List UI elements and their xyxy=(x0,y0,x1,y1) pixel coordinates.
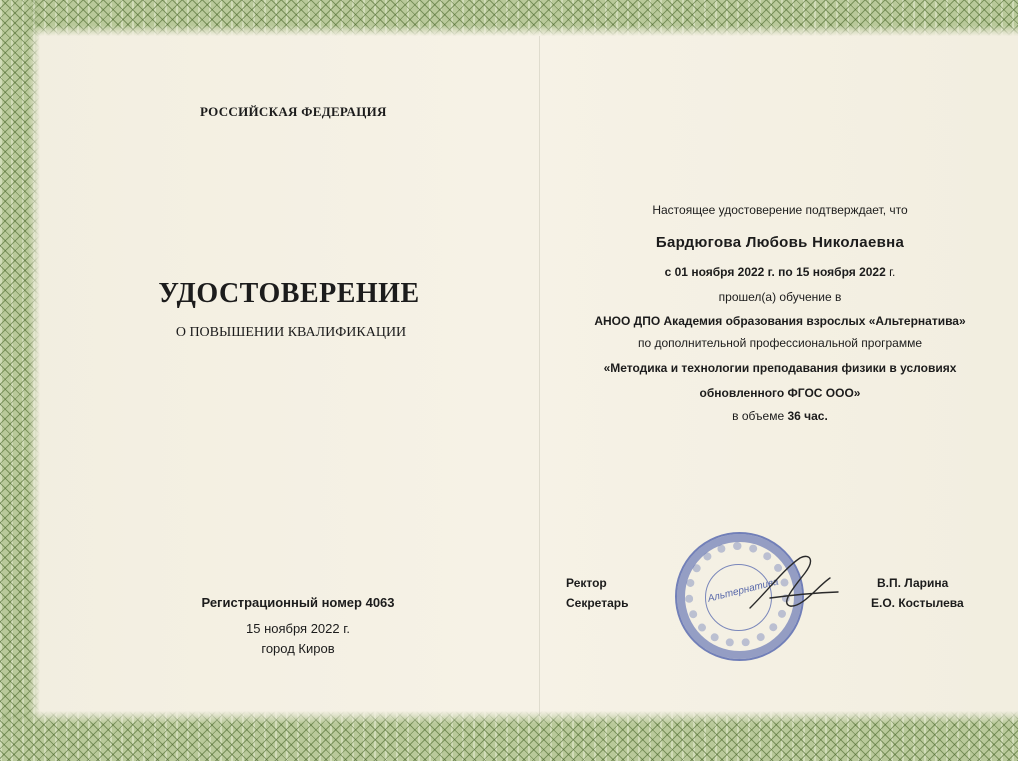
secretary-role: Секретарь xyxy=(566,596,629,610)
training-period xyxy=(560,265,1000,279)
rector-name: В.П. Ларина xyxy=(877,576,949,590)
rector-role: Ректор xyxy=(566,576,607,590)
issue-date: 15 ноября 2022 г. xyxy=(246,621,350,636)
holder-name: Бардюгова Любовь Николаевна xyxy=(655,234,905,251)
program-volume xyxy=(560,409,1000,423)
training-period-end: г. xyxy=(885,265,896,279)
completed-text: прошел(а) обучение в xyxy=(718,290,842,304)
ornamental-border-top xyxy=(0,0,1018,36)
secretary-name: Е.О. Костылева xyxy=(871,596,964,610)
stamp-center-text: Альтернатива xyxy=(706,576,780,605)
program-intro: по дополнительной профессиональной программе xyxy=(637,336,923,350)
training-period-dates: с 01 ноября 2022 г. по 15 ноября 2022 xyxy=(664,265,886,279)
page-fold xyxy=(539,36,540,716)
ornamental-border-left xyxy=(0,0,40,761)
handwritten-signature xyxy=(740,548,840,628)
certificate-subtitle: О ПОВЫШЕНИИ КВАЛИФИКАЦИИ xyxy=(175,325,407,340)
organization-name: АНОО ДПО Академия образования взрослых «Альтернатива» xyxy=(594,314,966,328)
intro-text: Настоящее удостоверение подтверждает, что xyxy=(652,203,908,217)
volume-value: 36 час. xyxy=(787,409,828,423)
registration-number: Регистрационный номер 4063 xyxy=(201,595,395,610)
issue-city: город Киров xyxy=(261,641,335,656)
certificate-title: УДОСТОВЕРЕНИЕ xyxy=(158,278,420,309)
volume-prefix: в объеме xyxy=(732,409,788,423)
program-title-line-1: «Методика и технологии преподавания физики в условиях xyxy=(603,361,957,375)
country-label: РОССИЙСКАЯ ФЕДЕРАЦИЯ xyxy=(200,104,387,119)
program-title-line-2: обновленного ФГОС ООО» xyxy=(699,386,861,400)
ornamental-border-bottom xyxy=(0,711,1018,761)
